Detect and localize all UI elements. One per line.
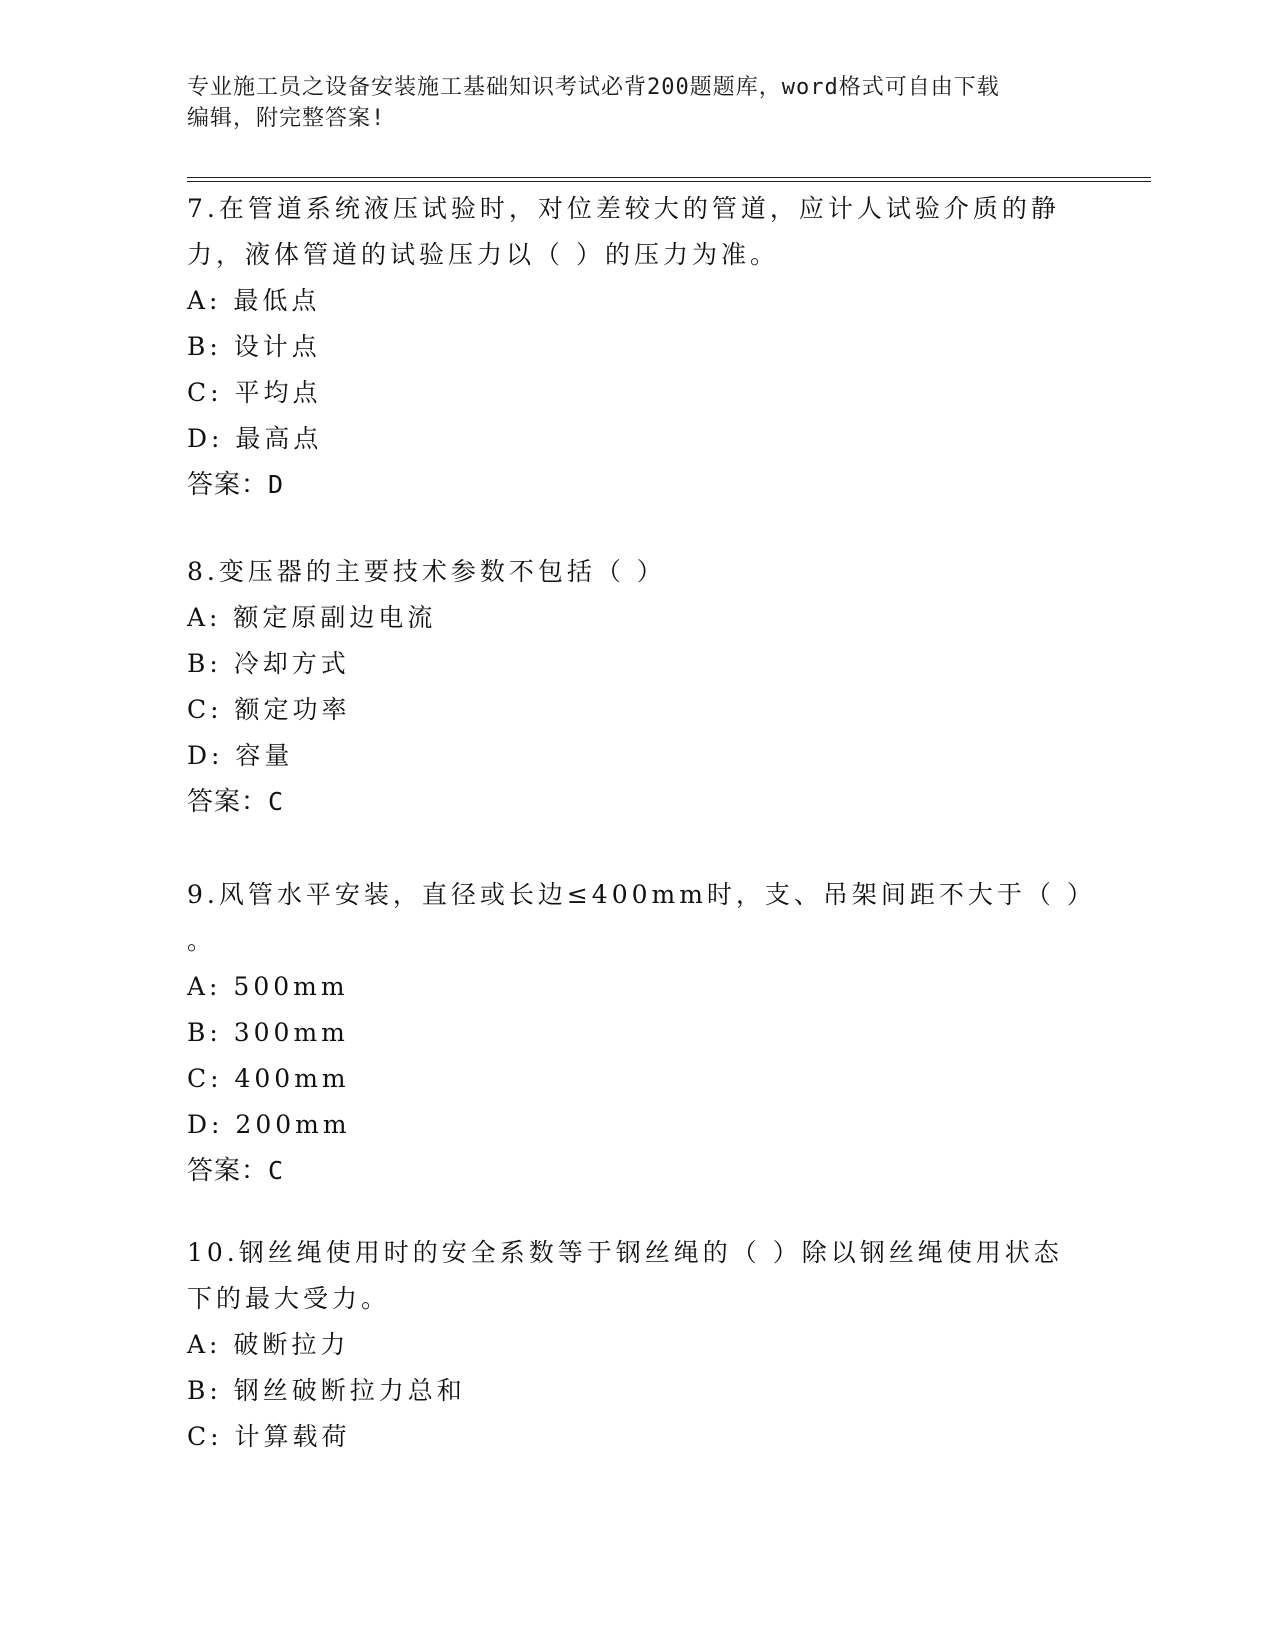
option-b: B: 钢丝破断拉力总和 (187, 1376, 466, 1405)
question-7 (187, 186, 1087, 508)
option-d: D: 容量 (187, 741, 294, 770)
answer-line (187, 1148, 1087, 1194)
option-a: A: 破断拉力 (187, 1330, 350, 1359)
question-10 (187, 1230, 1087, 1460)
question-9 (187, 872, 1096, 1194)
question-8 (187, 549, 1087, 825)
answer-label: 答案： (187, 1156, 269, 1186)
option-b: B: 设计点 (187, 332, 321, 361)
question-stem-line: 力，液体管道的试验压力以（ ）的压力为准。 (187, 240, 779, 269)
answer-line (187, 462, 1087, 508)
option-d: D: 200mm (187, 1110, 351, 1139)
answer-line (187, 779, 1087, 825)
option-c: C: 计算载荷 (187, 1422, 351, 1451)
option-d: D: 最高点 (187, 424, 323, 453)
answer-value: C (268, 787, 285, 816)
answer-label: 答案： (187, 787, 269, 817)
option-a: A: 500mm (187, 972, 349, 1001)
option-c: C: 400mm (187, 1064, 350, 1093)
question-stem-line: 9.风管水平安装，直径或长边≤400mm时，支、吊架间距不大于（ ） (187, 880, 1096, 909)
option-c: C: 平均点 (187, 378, 322, 407)
document-header (187, 72, 1067, 134)
header-line-2: 编辑，附完整答案! (187, 106, 386, 131)
answer-value: D (268, 470, 285, 499)
question-stem-line: 下的最大受力。 (187, 1284, 391, 1313)
option-b: B: 300mm (187, 1018, 349, 1047)
answer-label: 答案： (187, 470, 269, 500)
header-divider (187, 177, 1151, 182)
header-line-1: 专业施工员之设备安装施工基础知识考试必背200题题库，word格式可自由下载 (187, 75, 1000, 100)
option-c: C: 额定功率 (187, 695, 351, 724)
option-a: A: 额定原副边电流 (187, 603, 437, 632)
question-stem-line: 8.变压器的主要技术参数不包括（ ） (187, 557, 666, 586)
option-a: A: 最低点 (187, 286, 321, 315)
question-stem-line: 10.钢丝绳使用时的安全系数等于钢丝绳的（ ）除以钢丝绳使用状态 (187, 1238, 1063, 1267)
option-b: B: 冷却方式 (187, 649, 350, 678)
answer-value: C (268, 1156, 285, 1185)
question-stem-line: 7.在管道系统液压试验时，对位差较大的管道，应计人试验介质的静 (187, 194, 1060, 223)
question-stem-line: 。 (187, 926, 217, 955)
